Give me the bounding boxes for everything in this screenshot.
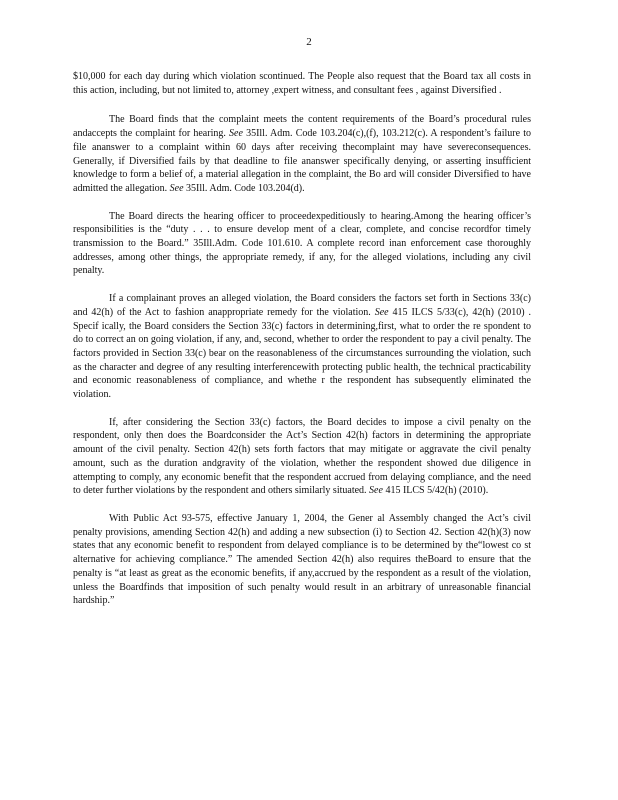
paragraph-text: 35Ill. Adm. Code 103.204(d).: [183, 182, 305, 194]
paragraph-text: $10,000 for each day during which violation scontinued. The People also request that the Board tax all costs in this action, including, but not limited to, attorney ,expert witness, and consultant fees , against Diversified .: [73, 71, 531, 96]
paragraph-text: 35Ill. Adm. Code 103.204(c),(f), 103.212(c). A respondent’s failure to file ananswer to a complaint within 60 days after receiving thecomplaint may have severeconsequences. Generally, if Diversified fails by that deadline to file ananswer specifically denying, or asserting insufficient knowledge to form a belief of, a material allegation in the complaint, the Bo ard will consider Diversified to have admitted the allegation.: [73, 128, 532, 194]
citation-signal: See: [369, 485, 383, 497]
paragraph-text: The Board finds that the complaint meets the content requirements of the Board’s procedural rules andaccepts the complaint for hearing.: [73, 114, 531, 140]
paragraph: [73, 292, 531, 402]
paragraph: [73, 512, 531, 608]
paragraph: [73, 70, 531, 97]
document-body: [73, 70, 531, 622]
paragraph-text: The Board directs the hearing officer to proceedexpeditiously to hearing.Among the hearing officer’s responsibilities is the “duty . . . to ensure develop ment of a clear, complete, and concise recordfor timely transmission to the Board.” 35Ill.Adm. Code 101.610. A complete record inan enforcement case thoroughly addresses, among other things, the appropriate remedy, if any, for the alleged violations, including any civil penalty.: [73, 210, 531, 277]
citation-signal: See: [229, 128, 243, 140]
paragraph-text: If, after considering the Section 33(c) factors, the Board decides to impose a civil penalty on the respondent, only then does the Boardconsider the Act’s Section 42(h) factors in determining the appropriate amount of the civil penalty. Section 42(h) sets forth factors that may mitigate or aggravate the civil penalty amount, such as the duration andgravity of the violation, whether the respondent showed due diligence in attempting to comply, any economic benefit that the respondent accrued from delaying compliance, and the need to deter further violations by the respondent and others similarly situated.: [73, 416, 531, 497]
paragraph-text: 415 ILCS 5/42(h) (2010).: [382, 485, 489, 497]
citation-signal: See: [169, 182, 184, 194]
paragraph: [73, 416, 531, 498]
paragraph: [73, 210, 531, 279]
page-number: 2: [306, 36, 312, 48]
paragraph-text: 415 ILCS 5/33(c), 42(h) (2010) . Specif ically, the Board considers the Section 33(c) factors in determining,first, what to order the re spondent to do to correct an on going violation, if any, and, second, whether to order the respondent to pay a civil penalty. The factors provided in Section 33(c) bear on the reasonableness of the circumstances surrounding the violation, such as the character and degree of any resulting interferencewith protecting public health, the technical practicability and economic reasonableness of compliance, and whethe r the respondent has subsequently eliminated the violation.: [73, 306, 531, 401]
paragraph-text: If a complainant proves an alleged violation, the Board considers the factors set forth in Sections 33(c) and 42(h) of the Act to fashion anappropriate remedy for the violation.: [73, 293, 531, 318]
paragraph-text: With Public Act 93-575, effective January 1, 2004, the Gener al Assembly changed the Act’s civil penalty provisions, amending Section 42(h) and adding a new subsection (i) to Section 42. Section 42(h)(3) now states that any economic benefit to respondent from delayed compliance is to be determined by the“lowest co st alternative for achieving compliance.” The amended Section 42(h) also requires theBoard to ensure that the penalty is “at least as great as the economic benefits, if any,accrued by the respondent as a result of the violation, unless the Boardfinds that imposition of such penalty would result in an arbitrary of unreasonable financial hardship.”: [73, 512, 531, 607]
paragraph: [73, 113, 531, 195]
citation-signal: See: [374, 306, 389, 318]
